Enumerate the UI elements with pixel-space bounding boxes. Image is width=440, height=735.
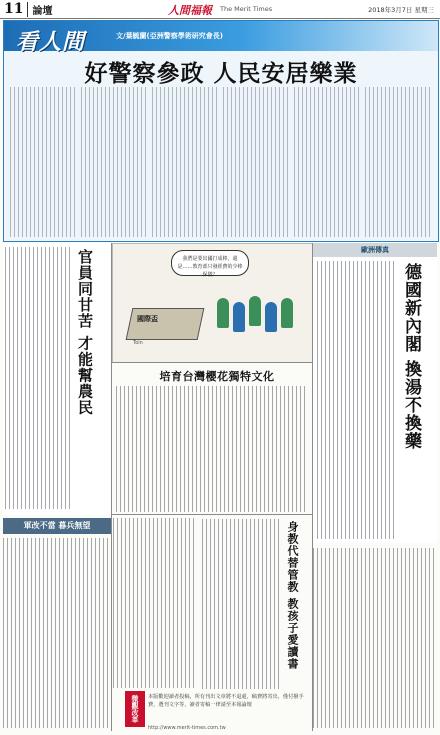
right-article (313, 243, 437, 543)
feature-body-text (10, 87, 432, 237)
row-divider (112, 362, 312, 363)
player-figure-icon (265, 302, 277, 332)
bottom-left-title: 軍改不當 暮兵無望 (23, 521, 91, 530)
section-name: 論壇 (27, 2, 52, 17)
section-tag: 歐洲傳真 (313, 243, 437, 257)
stone-wall-icon (126, 308, 205, 340)
website-link[interactable]: http://www.merit-times.com.tw (148, 725, 226, 731)
wall-label: 國際盃 (137, 315, 158, 323)
left-article-title: 官員同甘苦 才能幫農民 (76, 249, 94, 416)
kids-article (200, 515, 312, 695)
column-divider (312, 243, 313, 731)
submission-note: 本版歡迎讀者投稿，所有刊出文章將不退還，稿費將寄出，僅付撥手費，選刊文字等，讀者寄稿一律請至本報論壇 (148, 694, 304, 708)
issue-date: 2018年3月7日 星期三 (368, 6, 434, 14)
right-article-body (317, 261, 395, 539)
masthead (0, 0, 440, 19)
mid-article-body (116, 386, 308, 512)
page-number: 11 (4, 1, 24, 17)
brand-english: The Merit Times (220, 5, 273, 13)
mid-article-title: 培育台灣櫻花獨特文化 (159, 370, 275, 383)
player-figure-icon (217, 298, 229, 328)
bottom-mid-body (113, 518, 197, 688)
bottom-left-header (3, 518, 111, 534)
player-figure-icon (233, 302, 245, 332)
player-figure-icon (281, 298, 293, 328)
bottom-left-body (3, 538, 111, 728)
kids-article-body (202, 519, 280, 689)
brand-logo: 人間福報 (168, 4, 212, 17)
right-article-title: 德國新內閣 換湯不換藥 (401, 263, 421, 450)
column-logo: 看人間 (16, 29, 86, 55)
reform-label: 微觀改革 (125, 691, 145, 727)
editorial-cartoon (112, 243, 314, 363)
feature-article (3, 20, 439, 242)
row-divider (112, 514, 312, 515)
column-divider (111, 243, 112, 731)
cartoon-signature: Toin (133, 340, 143, 346)
feature-headline: 好警察參政 人民安居樂業 (84, 61, 358, 87)
speech-bubble: 我們是要出國打成棒，還是……教育部只發經費的少棒保儀？ (171, 250, 249, 276)
kids-article-title: 身教代替管教 教孩子愛讀書 (286, 521, 299, 670)
left-article (3, 243, 111, 515)
left-article-body (5, 247, 71, 509)
byline: 文/葉毓蘭(亞洲警察學術研究會長) (116, 32, 223, 40)
mid-article (112, 364, 312, 514)
right-lower-body (313, 548, 437, 728)
player-figure-icon (249, 296, 261, 326)
